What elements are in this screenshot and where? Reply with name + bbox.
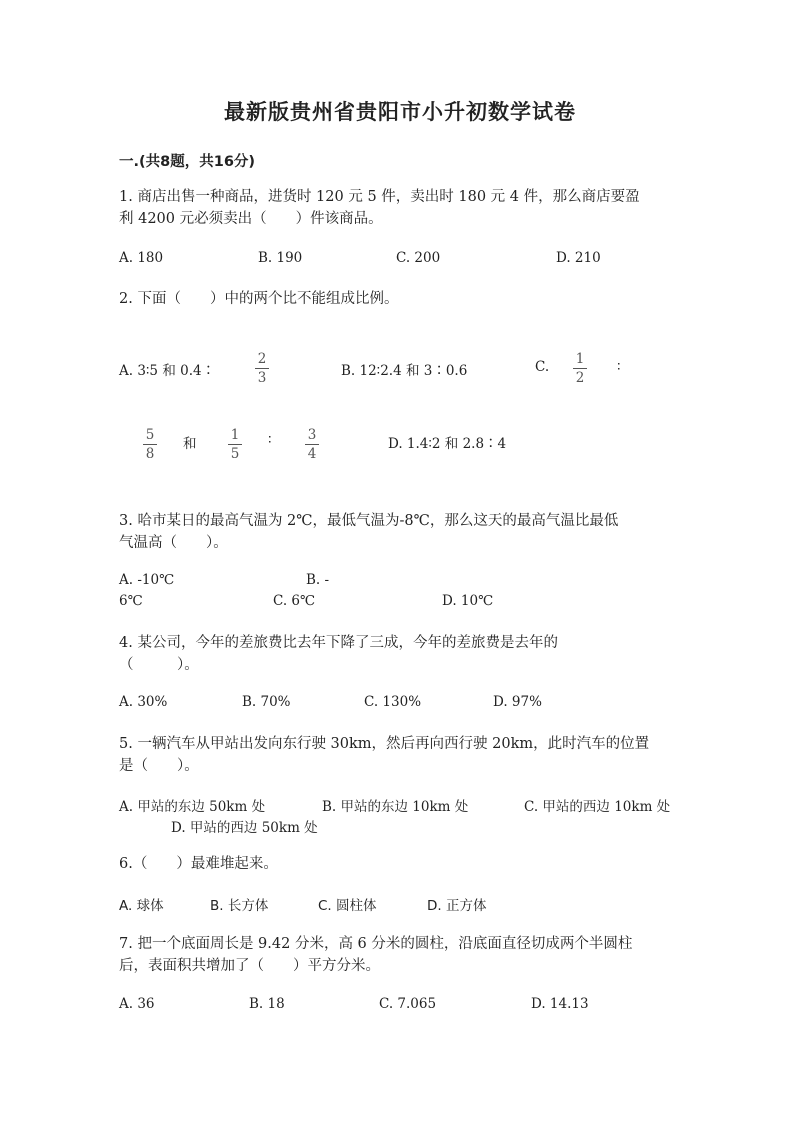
question-6-option-a: A. 球体 bbox=[119, 898, 164, 914]
question-3-line-2: 气温高（ ）。 bbox=[119, 535, 228, 551]
question-1-option-d: D. 210 bbox=[556, 250, 601, 266]
question-4-option-d: D. 97% bbox=[493, 694, 542, 710]
question-7-option-d: D. 14.13 bbox=[531, 996, 589, 1012]
question-7-option-a: A. 36 bbox=[119, 996, 155, 1012]
question-1-option-b: B. 190 bbox=[258, 250, 303, 266]
question-2-option-a: A. 3∶5 和 0.4∶ bbox=[119, 363, 216, 379]
fraction-numerator: 3 bbox=[307, 427, 317, 443]
question-2-line-1: 2. 下面（ ）中的两个比不能组成比例。 bbox=[119, 291, 399, 307]
question-2-option-b: B. 12∶2.4 和 3∶0.6 bbox=[341, 363, 468, 379]
question-4-line-2: （ ）。 bbox=[119, 657, 199, 673]
question-3-option-c: C. 6℃ bbox=[273, 593, 316, 609]
question-3-option-b-cont: 6℃ bbox=[119, 593, 143, 609]
question-1-option-c: C. 200 bbox=[396, 250, 441, 266]
question-2-fraction-c1 bbox=[573, 351, 587, 386]
fraction-numerator: 5 bbox=[145, 427, 155, 443]
section-heading: 一.(共8题，共16分) bbox=[119, 154, 256, 170]
fraction-bar bbox=[255, 368, 269, 369]
fraction-denominator: 4 bbox=[307, 446, 317, 462]
question-7-line-1: 7. 把一个底面周长是 9.42 分米，高 6 分米的圆柱，沿底面直径切成两个半圆柱 bbox=[119, 936, 633, 952]
question-3-option-a: A. -10℃ bbox=[119, 572, 175, 588]
question-2-fraction-a bbox=[255, 351, 269, 386]
question-4-option-b: B. 70% bbox=[242, 694, 291, 710]
question-2-fraction-c4 bbox=[305, 427, 319, 462]
question-4-line-1: 4. 某公司，今年的差旅费比去年下降了三成，今年的差旅费是去年的 bbox=[119, 635, 558, 651]
question-5-line-2: 是（ ）。 bbox=[119, 758, 199, 774]
question-5-option-d: D. 甲站的西边 50km 处 bbox=[171, 820, 318, 836]
question-3-line-1: 3. 哈市某日的最高气温为 2℃，最低气温为-8℃，那么这天的最高气温比最低 bbox=[119, 513, 619, 529]
question-7-option-b: B. 18 bbox=[249, 996, 285, 1012]
page-title: 最新版贵州省贵阳市小升初数学试卷 bbox=[224, 100, 576, 124]
question-5-line-1: 5. 一辆汽车从甲站出发向东行驶 30km，然后再向西行驶 20km，此时汽车的位置 bbox=[119, 736, 650, 752]
fraction-bar bbox=[573, 368, 587, 369]
question-3-option-b: B. - bbox=[306, 572, 330, 588]
fraction-denominator: 5 bbox=[230, 446, 240, 462]
question-2-option-d: D. 1.4∶2 和 2.8∶4 bbox=[388, 436, 507, 452]
question-1-line-1: 1. 商店出售一种商品，进货时 120 元 5 件，卖出时 180 元 4 件，那么商店要盈 bbox=[119, 189, 640, 205]
question-5-option-c: C. 甲站的西边 10km 处 bbox=[524, 799, 671, 815]
question-3-option-d: D. 10℃ bbox=[442, 593, 494, 609]
ratio-colon: ∶ bbox=[617, 359, 621, 375]
question-2-fraction-c2 bbox=[143, 427, 157, 462]
and-text: 和 bbox=[183, 436, 197, 452]
ratio-colon: ∶ bbox=[268, 432, 272, 448]
fraction-numerator: 1 bbox=[230, 427, 240, 443]
question-1-line-2: 利 4200 元必须卖出（ ）件该商品。 bbox=[119, 211, 383, 227]
fraction-denominator: 3 bbox=[257, 370, 267, 386]
question-7-line-2: 后，表面积共增加了（ ）平方分米。 bbox=[119, 958, 380, 974]
question-2-option-c: C. bbox=[535, 359, 550, 375]
fraction-numerator: 1 bbox=[575, 351, 585, 367]
fraction-bar bbox=[228, 444, 242, 445]
fraction-denominator: 8 bbox=[145, 446, 155, 462]
fraction-bar bbox=[143, 444, 157, 445]
question-7-option-c: C. 7.065 bbox=[379, 996, 437, 1012]
fraction-denominator: 2 bbox=[575, 370, 585, 386]
question-4-option-c: C. 130% bbox=[364, 694, 422, 710]
question-6-line-1: 6.（ ）最难堆起来。 bbox=[119, 856, 278, 872]
question-6-option-d: D. 正方体 bbox=[427, 898, 487, 914]
question-5-option-b: B. 甲站的东边 10km 处 bbox=[322, 799, 469, 815]
question-2-fraction-c3 bbox=[228, 427, 242, 462]
question-5-option-a: A. 甲站的东边 50km 处 bbox=[119, 799, 266, 815]
fraction-bar bbox=[305, 444, 319, 445]
fraction-numerator: 2 bbox=[257, 351, 267, 367]
question-4-option-a: A. 30% bbox=[119, 694, 168, 710]
question-1-option-a: A. 180 bbox=[119, 250, 164, 266]
question-6-option-b: B. 长方体 bbox=[210, 898, 269, 914]
question-6-option-c: C. 圆柱体 bbox=[318, 898, 377, 914]
